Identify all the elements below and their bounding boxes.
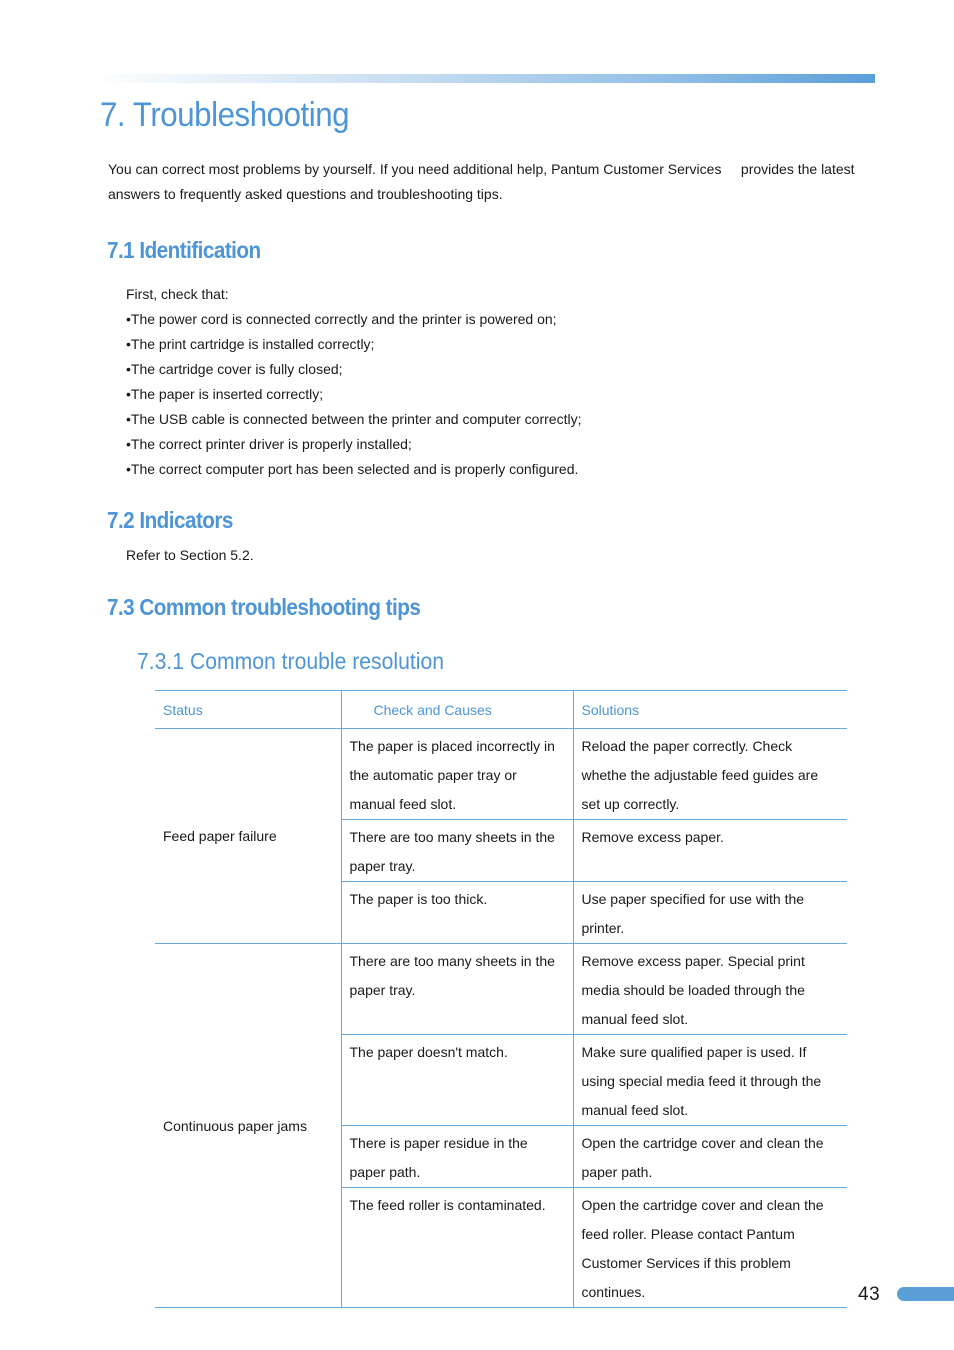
page-tab-marker	[897, 1287, 954, 1301]
intro-line-2: answers to frequently asked questions and troubleshooting tips.	[108, 186, 503, 202]
cause-cell: The feed roller is contaminated.	[341, 1188, 573, 1308]
section-heading-identification: 7.1 Identification	[107, 237, 261, 263]
cause-cell: The paper doesn't match.	[341, 1035, 573, 1126]
cause-cell: There are too many sheets in the paper tray.	[341, 820, 573, 882]
table-row	[155, 944, 847, 1035]
checklist-lead: First, check that:	[126, 286, 229, 302]
checklist-item: •The paper is inserted correctly;	[126, 386, 324, 402]
status-cell: Continuous paper jams	[155, 944, 341, 1308]
cause-cell: There is paper residue in the paper path.	[341, 1126, 573, 1188]
checklist-item: •The cartridge cover is fully closed;	[126, 361, 343, 377]
indicators-reference: Refer to Section 5.2.	[126, 547, 254, 563]
trouble-resolution-table	[155, 690, 847, 1308]
table-header-row	[155, 691, 847, 729]
solution-cell: Open the cartridge cover and clean the feed roller. Please contact Pantum Customer Services if this problem continues.	[573, 1188, 847, 1308]
solution-cell: Reload the paper correctly. Check whethe the adjustable feed guides are set up correctly.	[573, 729, 847, 820]
status-cell: Feed paper failure	[155, 729, 341, 944]
solution-cell: Open the cartridge cover and clean the paper path.	[573, 1126, 847, 1188]
cause-cell: The paper is too thick.	[341, 882, 573, 944]
column-header-status: Status	[155, 691, 341, 729]
column-header-solutions: Solutions	[573, 691, 847, 729]
solution-cell: Make sure qualified paper is used. If using special media feed it through the manual feed slot.	[573, 1035, 847, 1126]
intro-line-1: You can correct most problems by yourself. If you need additional help, Pantum Customer Services provides the latest	[108, 161, 855, 177]
section-heading-troubleshooting-tips: 7.3 Common troubleshooting tips	[107, 594, 421, 620]
header-gradient-bar	[88, 74, 875, 83]
cause-cell: There are too many sheets in the paper tray.	[341, 944, 573, 1035]
table-row	[155, 729, 847, 820]
identification-checklist	[126, 282, 581, 482]
solution-cell: Remove excess paper. Special print media should be loaded through the manual feed slot.	[573, 944, 847, 1035]
solution-cell: Remove excess paper.	[573, 820, 847, 882]
solution-cell: Use paper specified for use with the printer.	[573, 882, 847, 944]
checklist-item: •The print cartridge is installed correctly;	[126, 336, 375, 352]
subsection-heading-trouble-resolution: 7.3.1 Common trouble resolution	[137, 648, 444, 674]
checklist-item: •The power cord is connected correctly and the printer is powered on;	[126, 311, 557, 327]
column-header-causes: Check and Causes	[341, 691, 573, 729]
checklist-item: •The correct printer driver is properly installed;	[126, 436, 412, 452]
cause-cell: The paper is placed incorrectly in the automatic paper tray or manual feed slot.	[341, 729, 573, 820]
page-title: 7. Troubleshooting	[100, 96, 350, 134]
page-number: 43	[858, 1284, 881, 1305]
checklist-item: •The USB cable is connected between the printer and computer correctly;	[126, 411, 582, 427]
checklist-item: •The correct computer port has been selected and is properly configured.	[126, 461, 579, 477]
section-heading-indicators: 7.2 Indicators	[107, 507, 233, 533]
